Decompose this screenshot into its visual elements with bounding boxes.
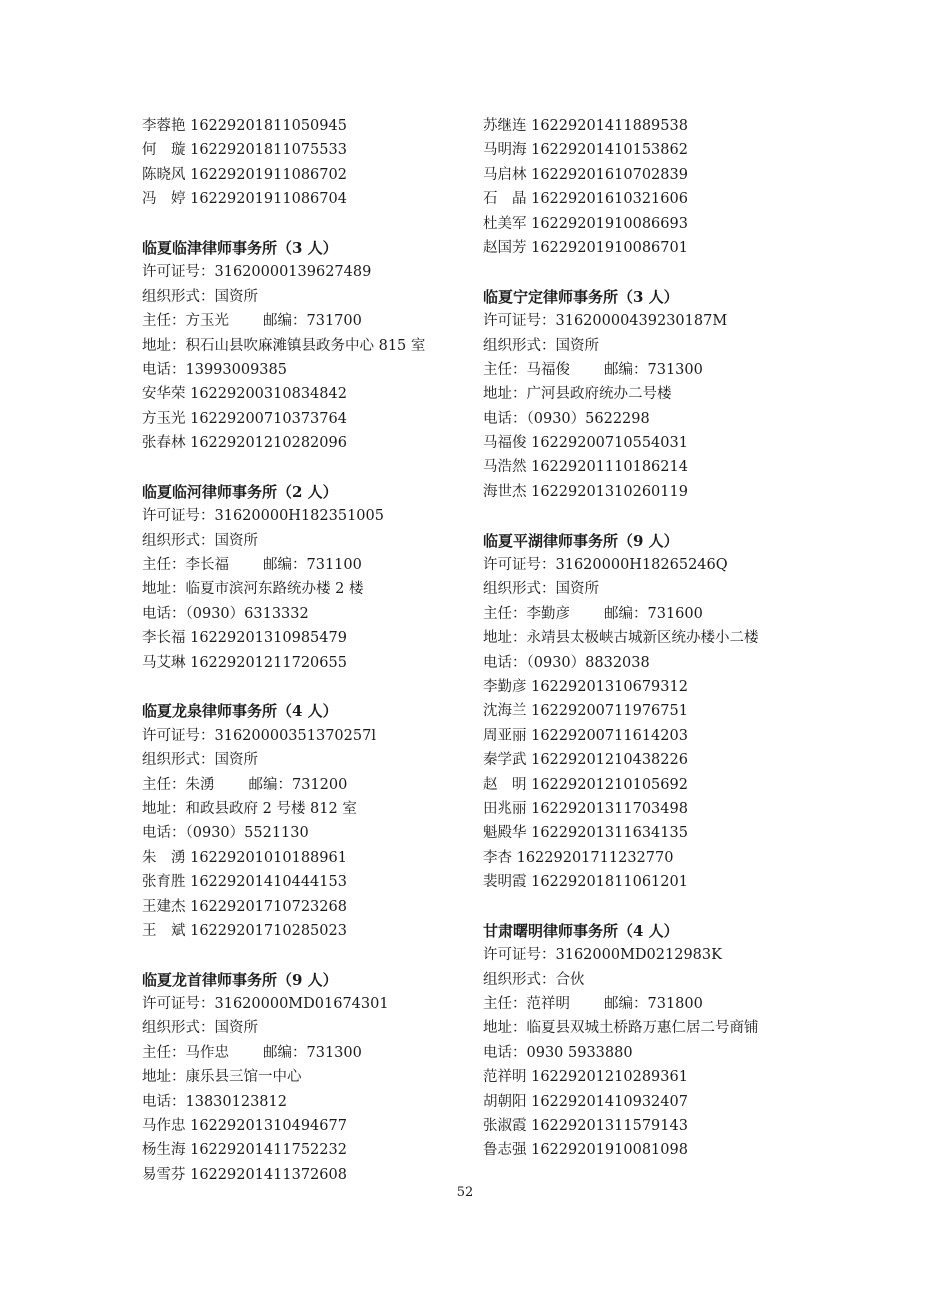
left-column bbox=[142, 114, 462, 1187]
director-name: 主任：马作忠 bbox=[142, 1044, 229, 1061]
firm-info-line: 许可证号：31620000H18265246Q bbox=[483, 557, 728, 574]
lawyer-entry bbox=[483, 846, 813, 870]
lawyer-name: 王建杰 bbox=[142, 898, 186, 915]
firm-info-line: 电话：（0930）8832038 bbox=[483, 654, 650, 671]
lawyer-entry bbox=[142, 382, 462, 406]
firm-info-line: 地址：临夏县双城土桥路万惠仁居二号商铺 bbox=[483, 1020, 759, 1037]
lawyer-name: 马明海 bbox=[483, 142, 527, 159]
firm-info-line: 许可证号：31620000H182351005 bbox=[142, 508, 384, 525]
lawyer-name: 沈海兰 bbox=[483, 703, 527, 720]
lawyer-name: 田兆丽 bbox=[483, 800, 527, 817]
postcode: 邮编：731100 bbox=[263, 557, 362, 574]
lawyer-cert-number: 16229201711232770 bbox=[516, 849, 674, 866]
lawyer-cert-number: 16229201310494677 bbox=[190, 1118, 347, 1135]
director-name: 主任：李勤彦 bbox=[483, 605, 570, 622]
firm-info-line: 电话：（0930）5622298 bbox=[483, 410, 650, 427]
lawyer-cert-number: 16229201410444153 bbox=[190, 874, 347, 891]
firm-title: 临夏临津律师事务所（3 人） bbox=[142, 238, 338, 257]
lawyer-name: 马福俊 bbox=[483, 435, 527, 452]
section-gap bbox=[483, 504, 813, 528]
lawyer-cert-number: 16229201411752232 bbox=[190, 1142, 347, 1159]
lawyer-cert-number: 16229201210438226 bbox=[531, 752, 688, 769]
lawyer-cert-number: 16229201811061201 bbox=[531, 874, 688, 891]
director-name: 主任：范祥明 bbox=[483, 996, 570, 1013]
lawyer-cert-number: 16229201310679312 bbox=[531, 678, 688, 695]
firm-info-line: 组织形式：国资所 bbox=[142, 752, 258, 769]
firm-info-line: 地址：广河县政府统办二号楼 bbox=[483, 386, 672, 403]
lawyer-cert-number: 16229201811075533 bbox=[190, 142, 347, 159]
firm-info-line: 电话：（0930）6313332 bbox=[142, 605, 309, 622]
lawyer-name: 海世杰 bbox=[483, 483, 527, 500]
lawyer-entry bbox=[483, 1065, 813, 1089]
firm-info-line: 地址：积石山县吹麻滩镇县政务中心 815 室 bbox=[142, 337, 426, 354]
lawyer-entry bbox=[483, 1138, 813, 1162]
page-number: 52 bbox=[456, 1185, 474, 1200]
lawyer-cert-number: 16229201811050945 bbox=[190, 118, 347, 134]
lawyer-entry bbox=[483, 797, 813, 821]
firm-info-line: 地址：永靖县太极峡古城新区统办楼小二楼 bbox=[483, 630, 759, 647]
lawyer-entry bbox=[142, 431, 462, 455]
lawyer-entry bbox=[142, 1114, 462, 1138]
lawyer-cert-number: 16229201311703498 bbox=[531, 800, 688, 817]
lawyer-name: 张淑霞 bbox=[483, 1118, 527, 1135]
firm-title: 临夏宁定律师事务所（3 人） bbox=[483, 287, 679, 306]
firm-title: 临夏龙首律师事务所（9 人） bbox=[142, 970, 338, 989]
lawyer-name: 方玉光 bbox=[142, 410, 186, 427]
lawyer-entry bbox=[483, 724, 813, 748]
lawyer-name: 赵国芳 bbox=[483, 239, 527, 256]
firm-info-line: 许可证号：3162000MD0212983K bbox=[483, 947, 722, 964]
firm-title: 临夏临河律师事务所（2 人） bbox=[142, 482, 338, 501]
section-gap bbox=[142, 675, 462, 699]
director-line bbox=[142, 553, 462, 577]
lawyer-cert-number: 16229201411889538 bbox=[531, 118, 688, 134]
section-gap bbox=[483, 260, 813, 284]
lawyer-entry bbox=[483, 821, 813, 845]
lawyer-entry bbox=[483, 455, 813, 479]
lawyer-entry bbox=[483, 114, 813, 138]
lawyer-cert-number: 16229201110186214 bbox=[531, 459, 688, 476]
lawyer-name: 马作忠 bbox=[142, 1118, 186, 1135]
lawyer-entry bbox=[142, 1163, 462, 1187]
lawyer-cert-number: 16229201311634135 bbox=[531, 825, 688, 842]
postcode: 邮编：731700 bbox=[263, 313, 362, 330]
lawyer-name: 李长福 bbox=[142, 630, 186, 647]
lawyer-name: 易雪芬 bbox=[142, 1166, 186, 1183]
lawyer-entry bbox=[142, 187, 462, 211]
lawyer-entry bbox=[483, 212, 813, 236]
lawyer-entry bbox=[142, 1138, 462, 1162]
firm-info-line: 组织形式：国资所 bbox=[483, 581, 599, 598]
lawyer-entry bbox=[483, 163, 813, 187]
lawyer-entry bbox=[483, 138, 813, 162]
firm-info-line: 地址：康乐县三馆一中心 bbox=[142, 1069, 302, 1086]
lawyer-cert-number: 16229201610321606 bbox=[531, 191, 688, 208]
lawyer-name: 苏继连 bbox=[483, 118, 527, 134]
firm-title: 甘肃曙明律师事务所（4 人） bbox=[483, 921, 679, 940]
postcode: 邮编：731300 bbox=[263, 1044, 362, 1061]
lawyer-name: 马浩然 bbox=[483, 459, 527, 476]
lawyer-name: 安华荣 bbox=[142, 386, 186, 403]
lawyer-cert-number: 16229201411372608 bbox=[190, 1166, 347, 1183]
section-gap bbox=[142, 455, 462, 479]
firm-info-line: 地址：临夏市滨河东路统办楼 2 楼 bbox=[142, 581, 364, 598]
lawyer-entry bbox=[483, 870, 813, 894]
lawyer-name: 赵 明 bbox=[483, 776, 527, 793]
postcode: 邮编：731300 bbox=[604, 361, 703, 378]
director-name: 主任：马福俊 bbox=[483, 361, 570, 378]
section-gap bbox=[142, 943, 462, 967]
lawyer-name: 秦学武 bbox=[483, 752, 527, 769]
lawyer-name: 裴明霞 bbox=[483, 874, 527, 891]
lawyer-entry bbox=[483, 675, 813, 699]
lawyer-entry bbox=[142, 626, 462, 650]
lawyer-cert-number: 16229201910086693 bbox=[531, 215, 688, 232]
lawyer-entry bbox=[483, 748, 813, 772]
lawyer-entry bbox=[483, 699, 813, 723]
firm-info-line: 电话：13830123812 bbox=[142, 1093, 287, 1110]
lawyer-name: 朱 湧 bbox=[142, 849, 186, 866]
lawyer-name: 石 晶 bbox=[483, 191, 527, 208]
lawyer-name: 马艾琳 bbox=[142, 654, 186, 671]
lawyer-cert-number: 16229201210289361 bbox=[531, 1069, 688, 1086]
postcode: 邮编：731800 bbox=[604, 996, 703, 1013]
director-line bbox=[483, 358, 813, 382]
lawyer-name: 李勤彦 bbox=[483, 678, 527, 695]
lawyer-cert-number: 16229200711614203 bbox=[531, 727, 688, 744]
lawyer-entry bbox=[142, 407, 462, 431]
lawyer-name: 李杏 bbox=[483, 849, 512, 866]
section-gap bbox=[142, 212, 462, 236]
lawyer-name: 陈晓风 bbox=[142, 166, 186, 183]
firm-title: 临夏龙泉律师事务所（4 人） bbox=[142, 702, 338, 721]
director-name: 主任：方玉光 bbox=[142, 313, 229, 330]
firm-info-line: 许可证号：31620000439230187M bbox=[483, 313, 728, 330]
firm-info-line: 电话：0930 5933880 bbox=[483, 1044, 633, 1061]
director-line bbox=[142, 773, 462, 797]
lawyer-cert-number: 16229201210105692 bbox=[531, 776, 688, 793]
lawyer-cert-number: 16229201710285023 bbox=[190, 922, 347, 939]
firm-info-line: 地址：和政县政府 2 号楼 812 室 bbox=[142, 800, 357, 817]
lawyer-entry bbox=[483, 480, 813, 504]
section-gap bbox=[483, 895, 813, 919]
lawyer-entry bbox=[483, 187, 813, 211]
lawyer-cert-number: 16229201311579143 bbox=[531, 1118, 688, 1135]
director-line bbox=[483, 992, 813, 1016]
lawyer-cert-number: 16229201410932407 bbox=[531, 1093, 688, 1110]
firm-info-line: 许可证号：31620000MD01674301 bbox=[142, 996, 389, 1013]
lawyer-entry bbox=[142, 114, 462, 138]
right-column bbox=[483, 114, 813, 1163]
lawyer-entry bbox=[142, 895, 462, 919]
lawyer-cert-number: 16229201910081098 bbox=[531, 1142, 688, 1159]
lawyer-cert-number: 16229201610702839 bbox=[531, 166, 688, 183]
lawyer-cert-number: 16229201911086702 bbox=[190, 166, 347, 183]
lawyer-cert-number: 16229201310260119 bbox=[531, 483, 688, 500]
lawyer-entry bbox=[142, 651, 462, 675]
lawyer-cert-number: 16229201410153862 bbox=[531, 142, 688, 159]
postcode: 邮编：731600 bbox=[604, 605, 703, 622]
firm-info-line: 电话：13993009385 bbox=[142, 361, 287, 378]
lawyer-cert-number: 16229200310834842 bbox=[190, 386, 347, 403]
lawyer-cert-number: 16229201910086701 bbox=[531, 239, 688, 256]
firm-title: 临夏平湖律师事务所（9 人） bbox=[483, 531, 679, 550]
lawyer-cert-number: 16229200710373764 bbox=[190, 410, 347, 427]
lawyer-cert-number: 16229201010188961 bbox=[190, 849, 347, 866]
postcode: 邮编：731200 bbox=[248, 776, 348, 793]
lawyer-cert-number: 16229201310985479 bbox=[190, 630, 347, 647]
lawyer-entry bbox=[483, 431, 813, 455]
lawyer-cert-number: 16229201710723268 bbox=[190, 898, 347, 915]
lawyer-name: 杜美军 bbox=[483, 215, 527, 232]
lawyer-name: 张春林 bbox=[142, 435, 186, 452]
lawyer-entry bbox=[483, 1090, 813, 1114]
lawyer-cert-number: 16229201911086704 bbox=[190, 191, 347, 208]
lawyer-name: 张育胜 bbox=[142, 874, 186, 891]
director-line bbox=[142, 1041, 462, 1065]
director-line bbox=[142, 309, 462, 333]
lawyer-name: 杨生海 bbox=[142, 1142, 186, 1159]
lawyer-cert-number: 16229201210282096 bbox=[190, 435, 347, 452]
firm-info-line: 组织形式：国资所 bbox=[142, 288, 258, 305]
lawyer-entry bbox=[483, 773, 813, 797]
firm-info-line: 许可证号：31620000139627489 bbox=[142, 264, 372, 281]
lawyer-name: 王 斌 bbox=[142, 922, 186, 939]
lawyer-entry bbox=[142, 870, 462, 894]
director-name: 主任：李长福 bbox=[142, 557, 229, 574]
lawyer-name: 马启林 bbox=[483, 166, 527, 183]
firm-info-line: 组织形式：合伙 bbox=[483, 971, 585, 988]
firm-info-line: 组织形式：国资所 bbox=[483, 337, 599, 354]
lawyer-cert-number: 16229200710554031 bbox=[531, 435, 688, 452]
lawyer-name: 鲁志强 bbox=[483, 1142, 527, 1159]
lawyer-name: 何 璇 bbox=[142, 142, 186, 159]
lawyer-entry bbox=[142, 846, 462, 870]
lawyer-name: 范祥明 bbox=[483, 1069, 527, 1086]
lawyer-cert-number: 16229200711976751 bbox=[531, 703, 688, 720]
director-name: 主任：朱湧 bbox=[142, 776, 215, 793]
lawyer-name: 冯 婷 bbox=[142, 191, 186, 208]
lawyer-name: 胡朝阳 bbox=[483, 1093, 527, 1110]
firm-info-line: 许可证号：31620000351370257l bbox=[142, 727, 376, 744]
firm-info-line: 电话：（0930）5521130 bbox=[142, 825, 309, 842]
lawyer-entry bbox=[142, 919, 462, 943]
lawyer-entry bbox=[483, 236, 813, 260]
firm-info-line: 组织形式：国资所 bbox=[142, 532, 258, 549]
lawyer-name: 周亚丽 bbox=[483, 727, 527, 744]
lawyer-entry bbox=[142, 163, 462, 187]
lawyer-entry bbox=[142, 138, 462, 162]
lawyer-entry bbox=[483, 1114, 813, 1138]
lawyer-name: 魁殿华 bbox=[483, 825, 527, 842]
firm-info-line: 组织形式：国资所 bbox=[142, 1020, 258, 1037]
lawyer-cert-number: 16229201211720655 bbox=[190, 654, 347, 671]
lawyer-name: 李蓉艳 bbox=[142, 118, 186, 134]
director-line bbox=[483, 602, 813, 626]
